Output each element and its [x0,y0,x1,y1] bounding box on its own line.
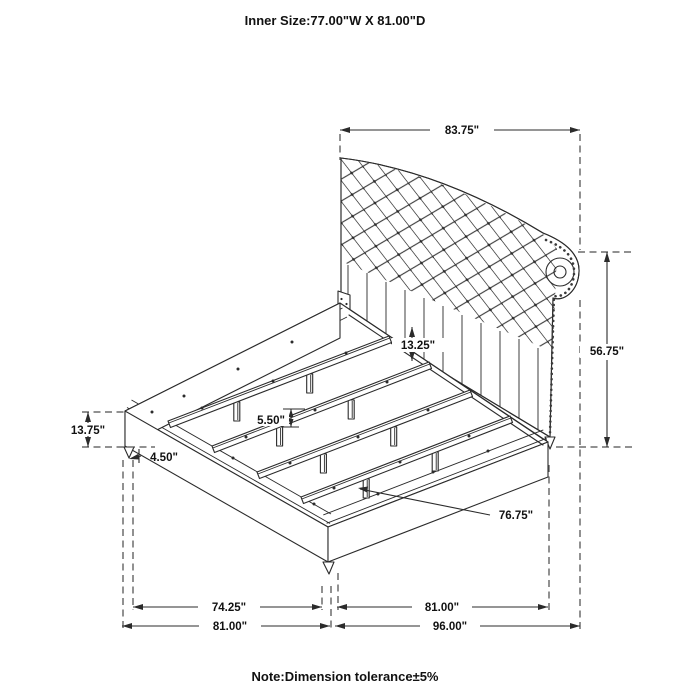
dim-label-side-rail-length: 81.00" [424,602,460,614]
dim-label-overall-depth: 96.00" [432,621,468,633]
dim-label-headboard-height: 56.75" [589,346,625,358]
dim-side-rail-length [337,600,548,614]
dim-rail-height [66,412,110,447]
dim-headboard-height [580,252,634,447]
dim-label-leg-height: 5.50" [257,415,285,427]
dim-label-foot-inner-width: 74.25" [211,602,247,614]
dim-label-foot-height: 4.50" [150,452,178,464]
dim-overall-depth [335,619,580,633]
dim-label-rail-to-headboard: 13.25" [400,340,436,352]
dim-headboard-width [340,122,580,137]
left-corner-foot [124,447,134,458]
dim-foot-outer-width [122,619,330,633]
inner-size-title: Inner Size:77.00"W X 81.00"D [244,13,426,28]
dim-foot-inner-width [133,600,322,614]
dim-label-rail-height: 13.75" [70,425,106,437]
dim-label-foot-outer-width: 81.00" [212,621,248,633]
front-corner-foot [323,562,334,574]
tolerance-note: Note:Dimension tolerance±5% [251,669,439,684]
dim-label-slat-length: 76.75" [498,510,534,522]
dim-label-headboard-width: 83.75" [444,125,480,137]
